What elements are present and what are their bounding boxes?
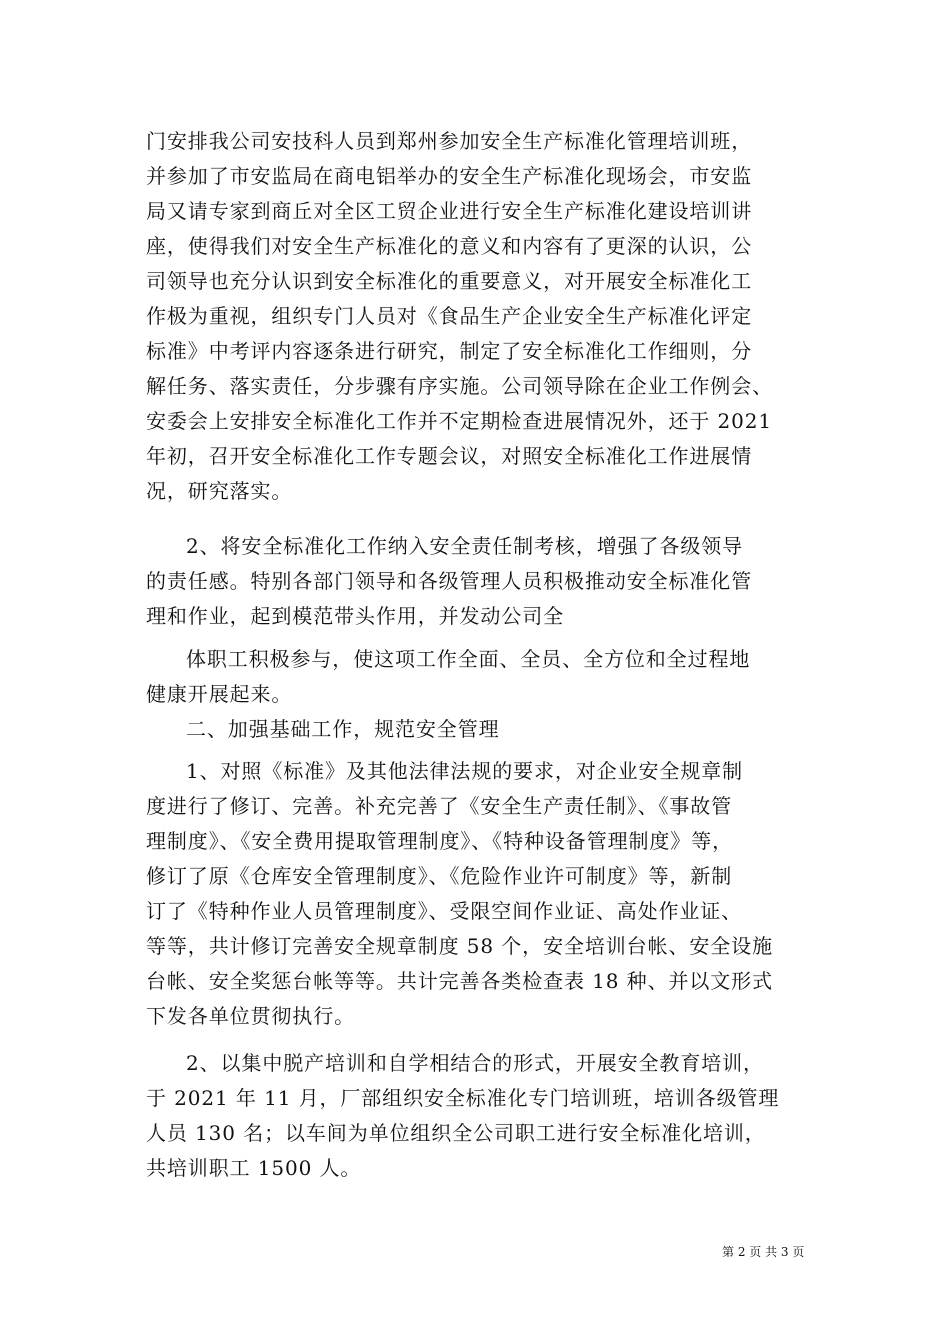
body-text-line: 安委会上安排安全标准化工作并不定期检查进展情况外，还于 2021 [146, 409, 773, 433]
paragraph-start-line: 体职工积极参与，使这项工作全面、全员、全方位和全过程地 [186, 647, 751, 671]
body-text-line: 标准》中考评内容逐条进行研究，制定了安全标准化工作细则，分 [146, 339, 753, 363]
body-text-line: 下发各单位贯彻执行。 [146, 1004, 355, 1028]
body-text-line: 共培训职工 1500 人。 [146, 1156, 362, 1180]
body-text-line: 的责任感。特别各部门领导和各级管理人员积极推动安全标准化管 [146, 569, 753, 593]
paragraph-start-line: 1、对照《标准》及其他法律法规的要求，对企业安全规章制 [186, 759, 744, 783]
body-text-line: 台帐、安全奖惩台帐等等。共计完善各类检查表 18 种、并以文形式 [146, 969, 773, 993]
page-number-footer: 第 2 页 共 3 页 [722, 1245, 805, 1259]
section-heading: 二、加强基础工作，规范安全管理 [186, 717, 500, 741]
body-text-line: 等等，共计修订完善安全规章制度 58 个，安全培训台帐、安全设施 [146, 934, 773, 958]
body-text-line: 修订了原《仓库安全管理制度》、《危险作业许可制度》等，新制 [146, 864, 733, 888]
body-text-line: 年初，召开安全标准化工作专题会议，对照安全标准化工作进展情 [146, 444, 753, 468]
body-text-line: 人员 130 名；以车间为单位组织全公司职工进行安全标准化培训， [146, 1121, 766, 1145]
body-text-line: 度进行了修订、完善。补充完善了《安全生产责任制》、《事故管 [146, 794, 733, 818]
body-text-line: 司领导也充分认识到安全标准化的重要意义，对开展安全标准化工 [146, 269, 753, 293]
body-text-line: 订了《特种作业人员管理制度》、受限空间作业证、高处作业证、 [146, 899, 743, 923]
body-text-line: 座，使得我们对安全生产标准化的意义和内容有了更深的认识，公 [146, 234, 753, 258]
body-text-line: 门安排我公司安技科人员到郑州参加安全生产标准化管理培训班， [146, 129, 753, 153]
body-text-line: 理制度》、《安全费用提取管理制度》、《特种设备管理制度》等， [146, 829, 733, 853]
body-text-line: 局又请专家到商丘对全区工贸企业进行安全生产标准化建设培训讲 [146, 199, 753, 223]
body-text-line: 健康开展起来。 [146, 682, 293, 706]
paragraph-start-line: 2、以集中脱产培训和自学相结合的形式，开展安全教育培训， [186, 1051, 764, 1075]
body-text-line: 况，研究落实。 [146, 479, 293, 503]
body-text-line: 解任务、落实责任，分步骤有序实施。公司领导除在企业工作例会、 [146, 374, 773, 398]
body-text-line: 作极为重视，组织专门人员对《食品生产企业安全生产标准化评定 [146, 304, 753, 328]
body-text-line: 于 2021 年 11 月，厂部组织安全标准化专门培训班，培训各级管理 [146, 1086, 780, 1110]
paragraph-start-line: 2、将安全标准化工作纳入安全责任制考核，增强了各级领导 [186, 534, 744, 558]
body-text-line: 并参加了市安监局在商电铝举办的安全生产标准化现场会，市安监 [146, 164, 753, 188]
body-text-line: 理和作业，起到模范带头作用，并发动公司全 [146, 604, 564, 628]
